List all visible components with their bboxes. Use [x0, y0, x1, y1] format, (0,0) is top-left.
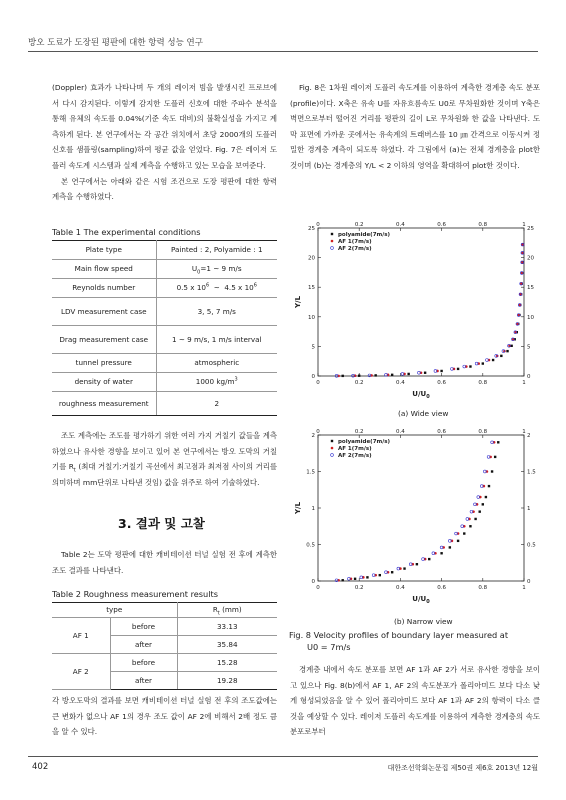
legend-marker-af2 [331, 247, 334, 250]
y-tick-label: 0 [311, 374, 315, 380]
table1-value: 3, 5, 7 m/s [156, 298, 277, 326]
section-heading: 3. 결과 및 고찰 [118, 516, 205, 531]
y-tick-label-right: 10 [527, 314, 534, 321]
y-tick-label-right: 5 [527, 344, 531, 351]
x-tick-label-top: 0.2 [354, 222, 364, 228]
data-point-polyamide [469, 525, 471, 527]
value-text: 1000 kg/m [195, 377, 235, 387]
chart-narrow-view [290, 425, 542, 613]
roughness-sub: t [73, 467, 76, 474]
x-tick-label-top: 1 [522, 222, 526, 228]
data-point-polyamide [391, 571, 393, 573]
right-text-top [290, 80, 540, 174]
table1-row [52, 260, 277, 279]
table1-label: density of water [52, 373, 156, 392]
x-tick-label: 1 [522, 380, 526, 386]
table1-value [156, 373, 277, 392]
table2-stage: before [110, 654, 177, 672]
y-tick-label: 5 [311, 344, 315, 351]
data-point-polyamide [482, 362, 484, 364]
legend-label: AF 2(7m/s) [338, 453, 372, 459]
table1-caption: Table 1 The experimental conditions [52, 227, 201, 237]
data-point-polyamide [407, 373, 409, 375]
y-tick-label-right: 0 [527, 579, 531, 585]
chart-wide-view [290, 218, 542, 408]
table1-row [52, 373, 277, 392]
page-number: 402 [32, 762, 49, 772]
table1-value: 2 [156, 392, 277, 416]
figure-caption [289, 630, 541, 653]
table1-label: Reynolds number [52, 279, 156, 298]
data-point-polyamide [449, 546, 451, 548]
y-tick-label: 0 [311, 579, 315, 585]
table1-label: Drag measurement case [52, 326, 156, 354]
data-point-polyamide [366, 576, 368, 578]
right-text-bottom [290, 662, 540, 740]
x-tick-label-top: 0.4 [396, 222, 405, 228]
data-point-polyamide [416, 563, 418, 565]
roughness-text: 조도 계측에는 조도를 평가하기 위한 여러 가지 거칠기 값들을 계측하였으나 유사한 경향을 보이고 있어 본 연구에서는 방오 도막의 거칠기를 R [52, 431, 277, 472]
x-tick-label: 1 [522, 585, 526, 591]
table1-label: tunnel pressure [52, 354, 156, 373]
left-text-bottom [52, 693, 277, 740]
table2-rt-header [177, 603, 277, 618]
paragraph-af-comparison: 각 방오도막의 결과를 보면 캐비테이션 터널 실험 전 후의 조도값에는 큰 변화가 없으나 AF 1의 경우 조도 값이 AF 2에 비해서 2배 정도 큼을 알 수 있다. [52, 696, 277, 737]
x-axis-label: $U/U_0$ [412, 595, 430, 605]
x-tick-label-top: 0.4 [396, 429, 405, 435]
legend-label: polyamide(7m/s) [338, 232, 391, 238]
x-tick-label-top: 0.6 [437, 222, 446, 228]
x-axis-label-sub: 0 [426, 599, 430, 605]
chart-a-subtitle: (a) Wide view [398, 409, 449, 418]
y-tick-label-right: 25 [527, 226, 534, 232]
table2-stage: after [110, 672, 177, 690]
table2-value: 15.28 [177, 654, 277, 672]
paragraph-fig8-description: Fig. 8은 1차원 레이저 도플러 속도계를 이용하여 계측한 경계층 속도 분포(profile)이다. X축은 유속 U를 자유흐름속도 U0로 무차원화한 것이며 Y축은 벽면으로부터 떨어진 거리를 평판의 길이 L로 무차원화 한 값을 나타낸다. 도막 표면에 가까운 곳에서는 유속계의 트래버스를 10 ㎛ 간격으로 이동시켜 정밀한 경계층 계측이 되도록 하였다. 각 그림에서 (a)는 전체 경계층을 plot한 것이며 (b)는 경계층의 Y/L < 2 이하의 영역을 확대하여 plot한 것이다. [290, 83, 540, 170]
rt-unit: (mm) [219, 605, 242, 615]
table2-value: 33.13 [177, 618, 277, 636]
data-point-polyamide [379, 574, 381, 576]
running-header: 방오 도료가 도장된 평판에 대한 항력 성능 연구 [28, 38, 203, 48]
table-row [52, 618, 277, 636]
y-tick-label: 20 [308, 255, 315, 262]
y-tick-label-right: 1 [527, 506, 531, 512]
table2-stage: after [110, 636, 177, 654]
x-tick-label-top: 0.2 [354, 429, 364, 435]
legend-marker-af1 [331, 240, 334, 243]
data-point-polyamide [506, 350, 508, 352]
data-point-polyamide [428, 558, 430, 560]
table2-stage: before [110, 618, 177, 636]
data-point-polyamide [474, 518, 476, 520]
y-tick-label-right: 15 [527, 285, 534, 292]
table2-value: 35.84 [177, 636, 277, 654]
data-point-polyamide [424, 372, 426, 374]
value-text: 0.5 x 10 [176, 283, 206, 293]
x-axis-label-sub: 0 [426, 394, 430, 400]
data-point-polyamide [342, 579, 344, 581]
table1-row [52, 279, 277, 298]
x-tick-label-top: 0 [316, 222, 320, 228]
table1-row [52, 298, 277, 326]
x-axis-label: $U/U_0$ [412, 390, 430, 400]
data-point-polyamide [403, 567, 405, 569]
y-tick-label-right: 0 [527, 374, 531, 380]
paragraph-roughness [52, 428, 277, 490]
paragraph-doppler: (Doppler) 효과가 나타나며 두 개의 레이저 빔을 발생시킨 프로브에서 다시 감지된다. 이렇게 감지한 도플러 신호에 대한 주파수 분석을 통해 유체의 속도를 0.04%(기준 속도 대비)의 불확실성을 가지고 계측하게 된다. 본 연구에서는 각 공간 위치에서 초당 2000개의 도플러 신호를 샘플링(sampling)하여 평균 값을 얻었다. Fig. 7은 레이저 도플러 속도계 시스템과 실제 계측을 수행하고 있는 모습을 보여준다. [52, 83, 277, 170]
table-row [52, 654, 277, 672]
legend-marker-polyamide [331, 440, 333, 442]
table1-row [52, 354, 277, 373]
legend-marker-af2 [331, 454, 334, 457]
table1-value: atmospheric [156, 354, 277, 373]
y-tick-label: 25 [308, 226, 315, 232]
x-tick-label: 0.4 [396, 380, 405, 386]
data-point-polyamide [358, 375, 360, 377]
left-text-roughness [52, 428, 277, 490]
chart-b-subtitle: (b) Narrow view [394, 617, 453, 626]
table1-row [52, 241, 277, 260]
x-tick-label: 0.6 [437, 380, 446, 386]
data-point-polyamide [485, 496, 487, 498]
table2-group-name: AF 2 [52, 654, 110, 690]
table2-value: 19.28 [177, 672, 277, 690]
data-point-polyamide [440, 370, 442, 372]
journal-name: 대한조선학회논문집 제50권 제6호 2013년 12월 [387, 764, 538, 772]
left-text-table2-intro [52, 547, 277, 578]
header-rule [28, 51, 538, 52]
y-tick-label-right: 0.5 [527, 542, 536, 549]
data-point-polyamide [391, 374, 393, 376]
data-point-polyamide [354, 578, 356, 580]
data-point-polyamide [457, 368, 459, 370]
data-point-polyamide [342, 375, 344, 377]
y-tick-label: 0.5 [306, 542, 315, 549]
legend-label: AF 1(7m/s) [338, 446, 372, 452]
data-point-polyamide [492, 359, 494, 361]
value-sub: 0 [197, 269, 201, 276]
legend-marker-af1 [331, 447, 334, 450]
data-point-polyamide [482, 503, 484, 505]
value-text-mid: ~ 4.5 x 10 [209, 283, 254, 293]
data-point-polyamide [469, 365, 471, 367]
x-tick-label: 0.2 [354, 585, 364, 591]
value-text: U [191, 264, 198, 274]
y-tick-label: 1.5 [306, 469, 315, 476]
table1-value: 1 ~ 9 m/s, 1 m/s interval [156, 326, 277, 354]
table1-value [156, 260, 277, 279]
table1-label: roughness measurement [52, 392, 156, 416]
x-tick-label-top: 0.6 [437, 429, 446, 435]
y-tick-label-right: 2 [527, 433, 531, 439]
table1-label: Plate type [52, 241, 156, 260]
x-tick-label-top: 0.8 [478, 429, 488, 435]
left-text-top [52, 80, 277, 205]
data-point-polyamide [491, 470, 493, 472]
table1-label: LDV measurement case [52, 298, 156, 326]
data-point-polyamide [497, 441, 499, 443]
rt-sub: t [217, 610, 220, 617]
x-tick-label-top: 0 [316, 429, 320, 435]
y-tick-label: 1 [311, 506, 315, 512]
legend-label: AF 1(7m/s) [338, 239, 372, 245]
data-point-polyamide [479, 510, 481, 512]
data-point-polyamide [494, 456, 496, 458]
x-tick-label: 0 [316, 380, 320, 386]
paragraph-test-conditions: 본 연구에서는 아래와 같은 시험 조건으로 도장 평판에 대한 항력 계측을 수행하였다. [52, 176, 277, 202]
x-tick-label-top: 1 [522, 429, 526, 435]
rt-symbol: R [212, 605, 218, 615]
x-tick-label: 0.8 [478, 380, 488, 386]
table2-caption: Table 2 Roughness measurement results [52, 589, 219, 599]
table1-value [156, 279, 277, 298]
y-tick-label: 15 [308, 285, 315, 292]
legend-label: AF 2(7m/s) [338, 246, 372, 252]
data-point-polyamide [500, 355, 502, 357]
data-point-polyamide [488, 485, 490, 487]
table-roughness-results [52, 602, 277, 690]
x-tick-label-top: 0.8 [478, 222, 488, 228]
figure-caption-line1: Fig. 8 Velocity profiles of boundary layer measured at [289, 630, 509, 640]
paragraph-boundary-layer: 경계층 내에서 속도 분포를 보면 AF 1과 AF 2가 서로 유사한 경향을 보이고 있으나 Fig. 8(b)에서 AF 1, AF 2의 속도분포가 폴리아미드 보다 다소 낮게 형성되었음을 알 수 있어 폴리아미드 보다 AF 1과 AF 2의 항력이 다소 클 것을 예상할 수 있다. 레이저 도플러 속도계를 이용하여 계측한 경계층의 속도 분포로부터 [290, 665, 540, 737]
y-axis-label: Y/L [294, 501, 302, 515]
legend-marker-polyamide [331, 233, 333, 235]
y-tick-label: 10 [308, 314, 315, 321]
y-tick-label: 2 [311, 433, 315, 439]
table2-type-header: type [52, 603, 177, 618]
paragraph-table2-intro: Table 2는 도막 평판에 대한 캐비테이션 터널 실험 전 후에 계측한 조도 결과를 나타낸다. [52, 550, 277, 575]
x-tick-label: 0 [316, 585, 320, 591]
table1-value: Painted : 2, Polyamide : 1 [156, 241, 277, 260]
value-sup: 6 [205, 282, 210, 289]
x-tick-label: 0.6 [437, 585, 446, 591]
data-point-polyamide [463, 532, 465, 534]
table1-row [52, 392, 277, 416]
value-sup2: 6 [253, 282, 257, 289]
y-tick-label-right: 1.5 [527, 469, 536, 476]
x-tick-label: 0.8 [478, 585, 488, 591]
y-axis-label: Y/L [294, 295, 302, 309]
value-sup: 3 [234, 376, 238, 383]
table1-row [52, 326, 277, 354]
table2-header-row [52, 603, 277, 618]
data-point-polyamide [374, 374, 376, 376]
table2-group-name: AF 1 [52, 618, 110, 654]
data-point-polyamide [457, 540, 459, 542]
x-tick-label: 0.2 [354, 380, 364, 386]
x-tick-label: 0.4 [396, 585, 405, 591]
table-experimental-conditions [52, 240, 277, 416]
y-tick-label-right: 20 [527, 255, 534, 262]
roughness-text-rest: (최대 거칠기:거칠기 곡선에서 최고점과 최저점 사이의 거리를 의미하며 mm단위로 나타낸 것임) 값을 위주로 하여 기술하였다. [52, 462, 277, 487]
value-text-rest: =1 ~ 9 m/s [200, 264, 242, 274]
table1-label: Main flow speed [52, 260, 156, 279]
figure-caption-line2: U0 = 7m/s [307, 641, 351, 652]
footer-rule [28, 756, 538, 757]
legend-label: polyamide(7m/s) [338, 439, 391, 445]
data-point-polyamide [440, 552, 442, 554]
